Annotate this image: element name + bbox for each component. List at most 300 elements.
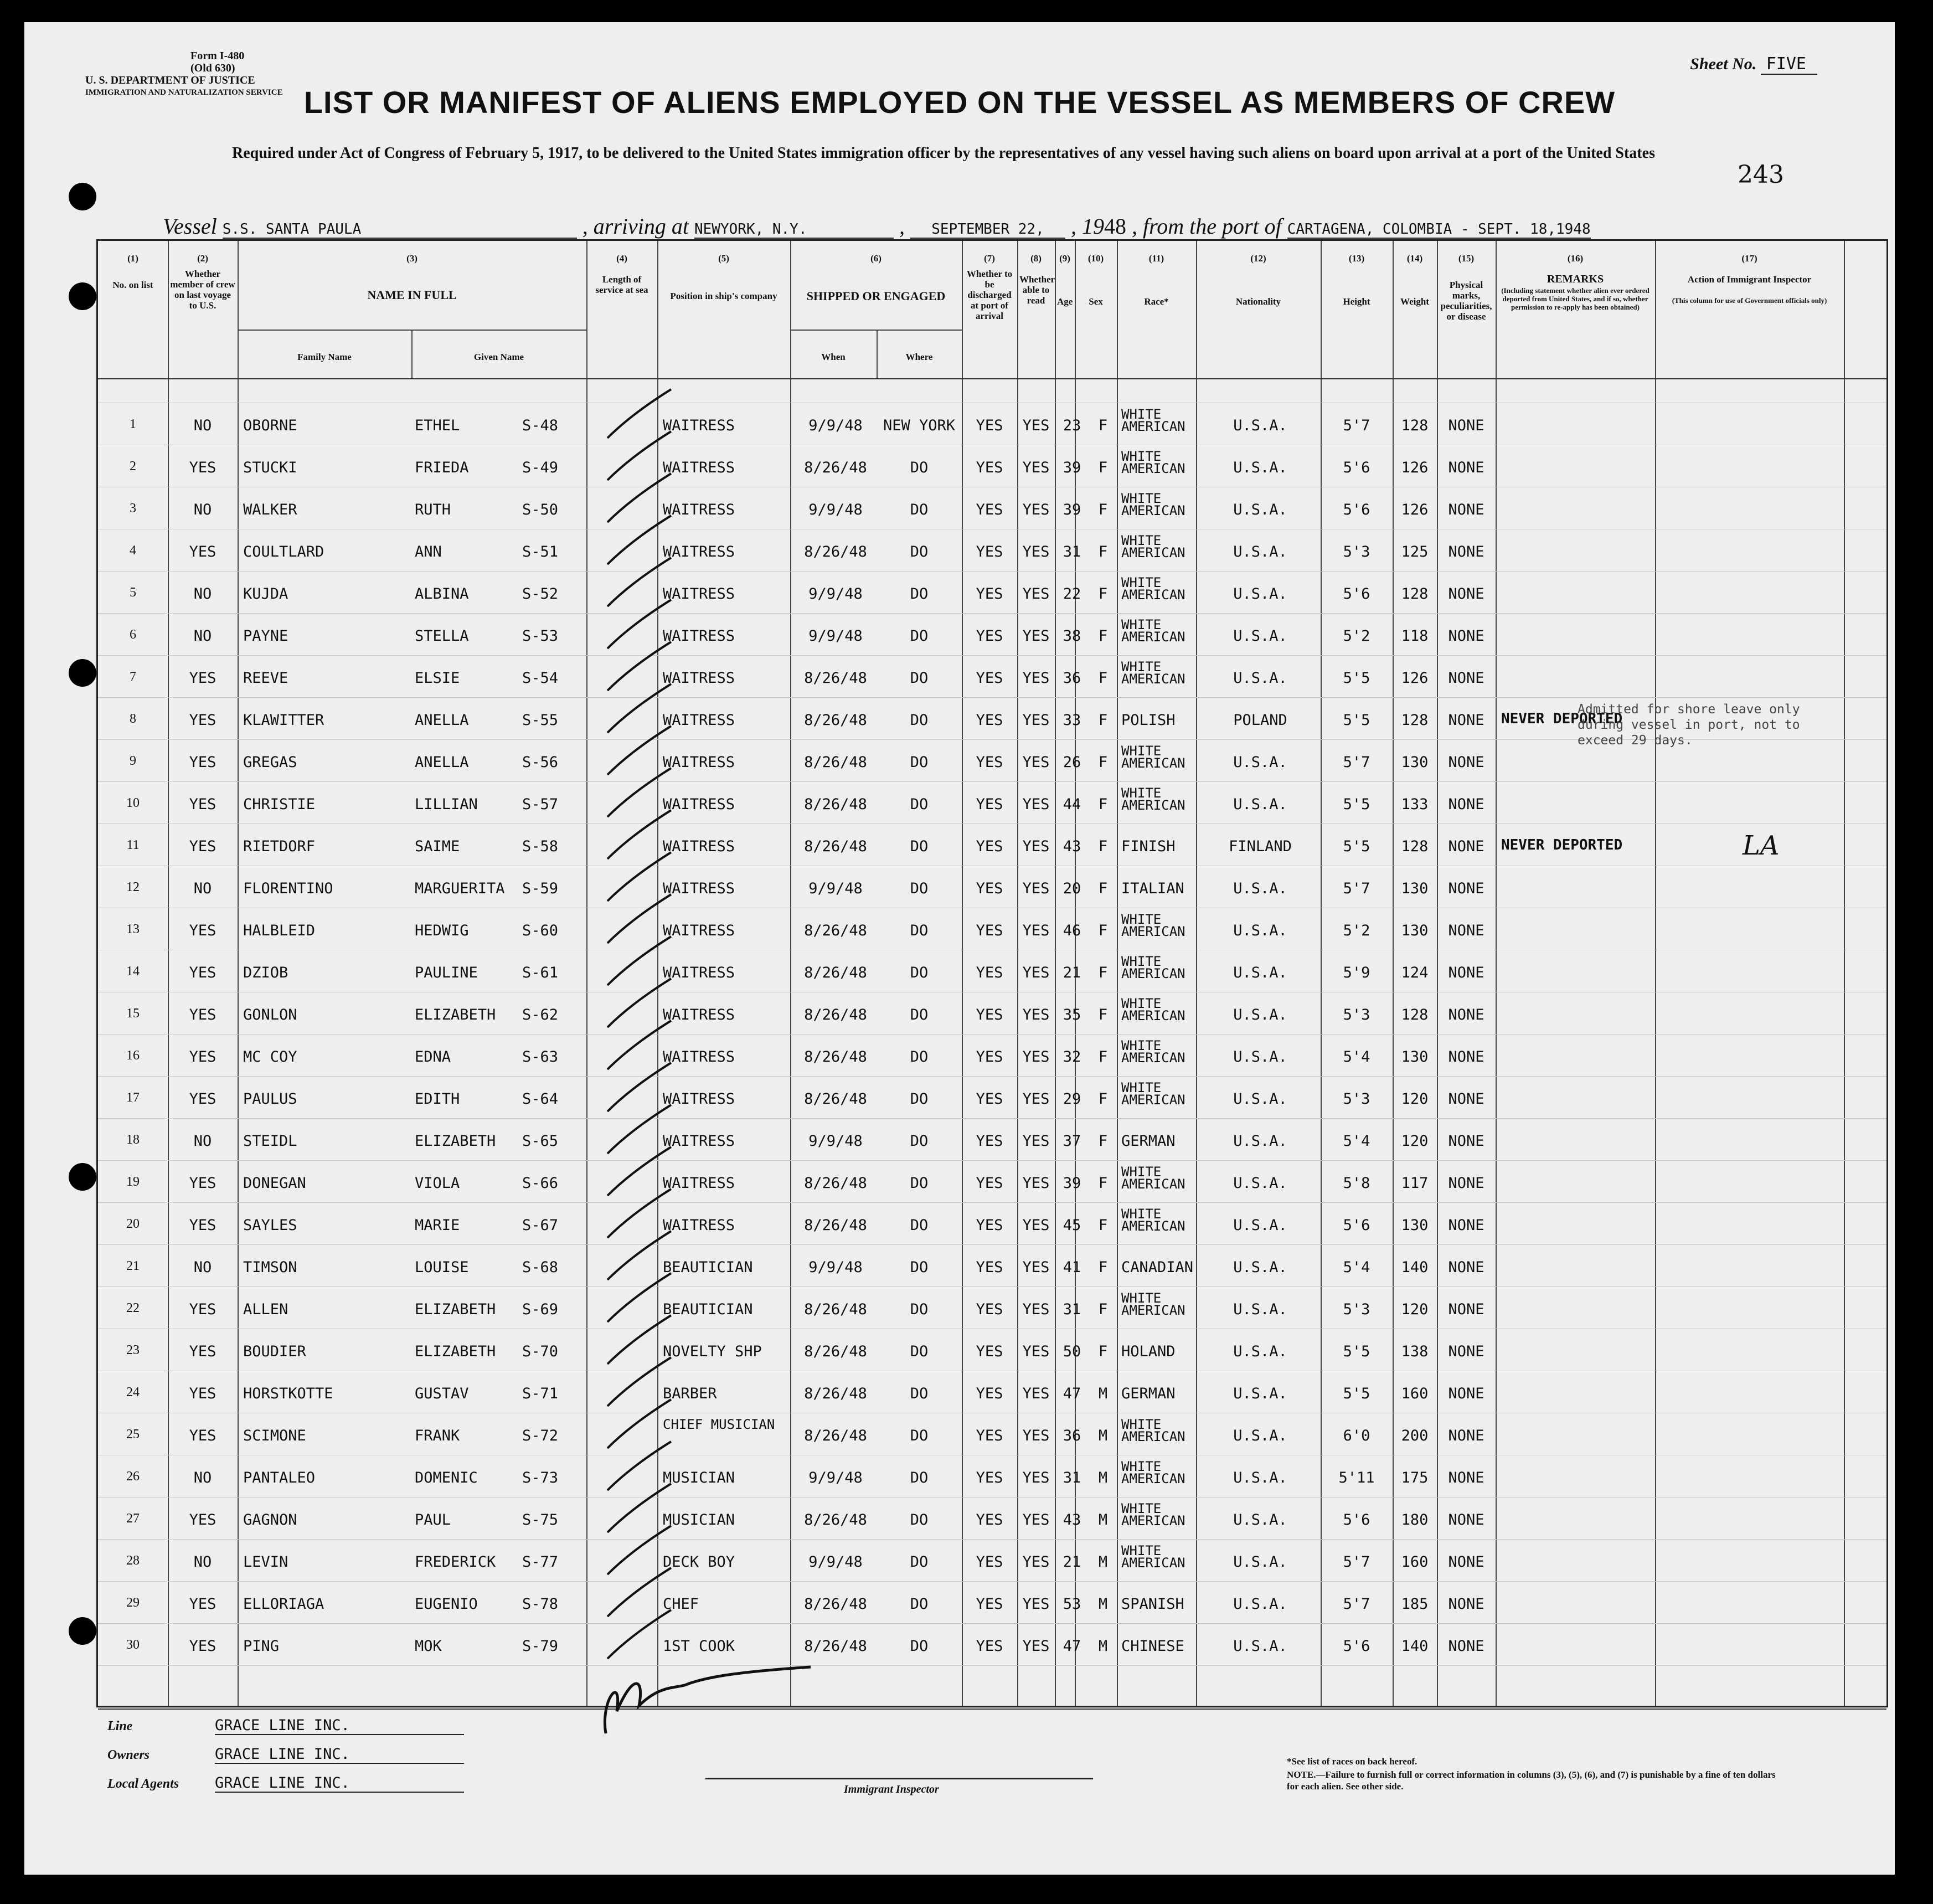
cell-nat: U.S.A. [1233,880,1287,897]
header-no: No. on list [112,280,153,290]
header-action-sub: (This column for use of Government officials only) [1672,296,1827,305]
cell-height: 5'2 [1343,627,1370,645]
cell-weight: 180 [1401,1511,1429,1529]
page-title: LIST OR MANIFEST OF ALIENS EMPLOYED ON THE VESSEL AS MEMBERS OF CREW [303,85,1616,120]
cell-where: DO [910,1217,929,1234]
cell-position: WAITRESS [663,543,735,560]
cell-height: 5'5 [1343,796,1370,813]
cell-read: YES [1022,796,1050,813]
cell-last: YES [189,459,217,476]
cell-sex: F [1098,501,1108,518]
cell-read: YES [1022,1217,1050,1234]
cell-when: 8/26/48 [804,1006,867,1023]
cell-age: 44 [1063,796,1081,813]
cell-height: 5'7 [1343,1553,1370,1571]
department: U. S. DEPARTMENT OF JUSTICE [85,74,255,86]
cell-last: YES [189,1343,217,1360]
cell-where: DO [910,1301,929,1318]
cell-marks: NONE [1448,1133,1484,1150]
cell-height: 5'7 [1343,417,1370,434]
cell-marks: NONE [1448,1175,1484,1192]
header-race: Race* [1144,296,1169,307]
cell-family: SAYLES [243,1217,297,1234]
cell-disch: YES [976,1090,1003,1108]
cell-weight: 128 [1401,417,1429,434]
cell-last: NO [193,501,212,518]
cell-weight: 126 [1401,501,1429,518]
cell-height: 5'3 [1343,543,1370,560]
cell-read: YES [1022,417,1050,434]
cell-position: WAITRESS [663,417,735,434]
cell-height: 5'9 [1343,964,1370,981]
column-number: (13) [1348,253,1365,264]
cell-sex: M [1098,1596,1108,1613]
cell-disch: YES [976,1217,1003,1234]
agents-value: GRACE LINE INC. [215,1774,464,1793]
cell-disch: YES [976,1343,1003,1360]
cell-family: SCIMONE [243,1427,306,1444]
cell-race: WHITE AMERICAN [1121,449,1185,476]
cell-position: WAITRESS [663,712,735,729]
cell-last: YES [189,1596,217,1613]
cell-disch: YES [976,1427,1003,1444]
cell-weight: 140 [1401,1259,1429,1276]
cell-disch: YES [976,1511,1003,1529]
cell-no: 22 [126,1301,140,1315]
cell-marks: NONE [1448,1090,1484,1108]
cell-family: ALLEN [243,1301,288,1318]
cell-code: S-48 [522,417,559,434]
cell-weight: 130 [1401,1217,1429,1234]
cell-read: YES [1022,1133,1050,1150]
cell-given: MARGUERITA [415,880,505,897]
cell-no: 17 [126,1090,140,1105]
cell-no: 26 [126,1469,140,1484]
cell-marks: NONE [1448,838,1484,855]
header-given-name: Given Name [473,352,524,362]
header-where: Where [905,352,933,362]
inspector-initials: LA [1743,830,1780,861]
cell-no: 1 [130,417,136,431]
header-physical-marks: Physical marks, peculiarities, or disease [1440,280,1492,322]
cell-sex: F [1098,1048,1108,1066]
vessel-line: Vessel S.S. SANTA PAULA , arriving at NEWYORK, N.Y. , SEPTEMBER 22, , 1948 , from the port of CARTAGENA, COLOMBIA - SEPT. 18,1948 [163,213,1591,240]
cell-when: 8/26/48 [804,712,867,729]
cell-family: KUJDA [243,585,288,603]
cell-when: 8/26/48 [804,922,867,939]
form-number: Form I-480 [190,50,245,62]
cell-no: 4 [130,543,136,558]
cell-when: 8/26/48 [804,543,867,560]
cell-age: 41 [1063,1259,1081,1276]
cell-race: GERMAN [1121,1133,1176,1150]
cell-family: HORSTKOTTE [243,1385,333,1402]
cell-last: YES [189,796,217,813]
cell-marks: NONE [1448,1596,1484,1613]
cell-no: 9 [130,754,136,768]
cell-given: VIOLA [415,1175,460,1192]
cell-weight: 200 [1401,1427,1429,1444]
cell-where: DO [910,459,929,476]
cell-disch: YES [976,796,1003,813]
arrival-port: NEWYORK, N.Y. [694,221,894,239]
cell-code: S-53 [522,627,559,645]
cell-age: 31 [1063,1301,1081,1318]
cell-family: GONLON [243,1006,297,1023]
cell-race: WHITE AMERICAN [1121,785,1185,813]
cell-when: 8/26/48 [804,796,867,813]
cell-height: 5'11 [1338,1469,1375,1486]
cell-sex: F [1098,796,1108,813]
cell-position: 1ST COOK [663,1638,735,1655]
cell-read: YES [1022,1596,1050,1613]
cell-no: 7 [130,670,136,684]
cell-code: S-56 [522,754,559,771]
cell-when: 8/26/48 [804,838,867,855]
cell-sex: F [1098,922,1108,939]
cell-family: BOUDIER [243,1343,306,1360]
cell-weight: 126 [1401,459,1429,476]
cell-marks: NONE [1448,964,1484,981]
cell-position: DECK BOY [663,1553,735,1571]
cell-marks: NONE [1448,712,1484,729]
cell-weight: 185 [1401,1596,1429,1613]
cell-nat: POLAND [1233,712,1287,729]
cell-disch: YES [976,501,1003,518]
column-number: (7) [984,253,995,264]
cell-position: CHIEF MUSICIAN [663,1417,775,1432]
line-value: GRACE LINE INC. [215,1717,464,1735]
cell-given: ANELLA [415,712,469,729]
header-when: When [821,352,846,362]
cell-where: DO [910,1175,929,1192]
cell-marks: NONE [1448,1427,1484,1444]
cell-code: S-69 [522,1301,559,1318]
cell-age: 36 [1063,1427,1081,1444]
cell-code: S-60 [522,922,559,939]
header-remarks: REMARKS [1547,273,1604,285]
cell-nat: U.S.A. [1233,501,1287,518]
cell-position: WAITRESS [663,880,735,897]
cell-nat: U.S.A. [1233,1343,1287,1360]
cell-code: S-78 [522,1596,559,1613]
column-number: (14) [1406,253,1423,264]
cell-read: YES [1022,1553,1050,1571]
cell-nat: U.S.A. [1233,1006,1287,1023]
header-height: Height [1343,296,1370,307]
cell-height: 5'3 [1343,1301,1370,1318]
cell-race: SPANISH [1121,1596,1184,1613]
cell-family: PING [243,1638,280,1655]
inspector-signature [605,1667,811,1733]
cell-no: 14 [126,964,140,979]
cell-weight: 128 [1401,712,1429,729]
inspector-label: Immigrant Inspector [844,1783,939,1795]
cell-disch: YES [976,1553,1003,1571]
cell-last: YES [189,670,217,687]
cell-where: DO [910,585,929,603]
cell-code: S-49 [522,459,559,476]
cell-marks: NONE [1448,417,1484,434]
cell-weight: 130 [1401,922,1429,939]
cell-family: STEIDL [243,1133,297,1150]
cell-given: FRANK [415,1427,460,1444]
cell-code: S-67 [522,1217,559,1234]
cell-race: WHITE AMERICAN [1121,1417,1185,1444]
cell-last: YES [189,1048,217,1066]
cell-family: PAYNE [243,627,288,645]
cell-marks: NONE [1448,670,1484,687]
cell-height: 5'3 [1343,1090,1370,1108]
cell-marks: NONE [1448,1048,1484,1066]
arrival-year: 48 [1104,213,1126,240]
header-family-name: Family Name [297,352,352,362]
cell-sex: F [1098,417,1108,434]
cell-where: DO [910,1553,929,1571]
cell-when: 8/26/48 [804,1048,867,1066]
cell-weight: 117 [1401,1175,1429,1192]
cell-age: 47 [1063,1385,1081,1402]
cell-where: DO [910,1638,929,1655]
cell-height: 5'5 [1343,670,1370,687]
cell-sex: F [1098,880,1108,897]
cell-read: YES [1022,1638,1050,1655]
sheet-value: FIVE [1761,54,1817,75]
cell-when: 8/26/48 [804,1385,867,1402]
cell-family: ELLORIAGA [243,1596,324,1613]
cell-code: S-50 [522,501,559,518]
cell-race: WHITE AMERICAN [1121,491,1185,518]
cell-race: WHITE AMERICAN [1121,659,1185,687]
cell-given: SAIME [415,838,460,855]
cell-race: WHITE AMERICAN [1121,1459,1185,1486]
cell-sex: F [1098,964,1108,981]
cell-where: DO [910,1343,929,1360]
cell-where: DO [910,1427,929,1444]
cell-given: ALBINA [415,585,469,603]
cell-sex: F [1098,670,1108,687]
cell-read: YES [1022,543,1050,560]
cell-disch: YES [976,964,1003,981]
cell-age: 31 [1063,543,1081,560]
cell-race: WHITE AMERICAN [1121,617,1185,645]
cell-last: NO [193,627,212,645]
cell-last: YES [189,1385,217,1402]
cell-position: WAITRESS [663,627,735,645]
cell-marks: NONE [1448,1553,1484,1571]
cell-disch: YES [976,627,1003,645]
cell-read: YES [1022,1427,1050,1444]
cell-when: 8/26/48 [804,459,867,476]
sheet-label: Sheet No. [1690,55,1757,73]
cell-disch: YES [976,670,1003,687]
cell-height: 6'0 [1343,1427,1370,1444]
header-read: Whether able to read [1019,274,1055,306]
header-name: NAME IN FULL [367,288,457,302]
cell-nat: U.S.A. [1233,585,1287,603]
cell-disch: YES [976,1385,1003,1402]
cell-read: YES [1022,501,1050,518]
cell-given: ANN [415,543,442,560]
cell-no: 20 [126,1217,140,1231]
cell-height: 5'5 [1343,1385,1370,1402]
cell-code: S-54 [522,670,559,687]
cell-race: WHITE AMERICAN [1121,575,1185,603]
cell-code: S-57 [522,796,559,813]
cell-read: YES [1022,880,1050,897]
cell-weight: 128 [1401,1006,1429,1023]
races-note: *See list of races on back hereof. [1287,1756,1417,1767]
column-number: (2) [197,253,208,264]
cell-read: YES [1022,1048,1050,1066]
cell-when: 8/26/48 [804,1090,867,1108]
cell-last: YES [189,1511,217,1529]
cell-disch: YES [976,1638,1003,1655]
cell-position: BARBER [663,1385,717,1402]
header-action: Action of Immigrant Inspector [1687,274,1812,285]
column-number: (10) [1087,253,1104,264]
cell-height: 5'6 [1343,1511,1370,1529]
header-weight: Weight [1400,296,1429,307]
cell-given: GUSTAV [415,1385,469,1402]
cell-where: DO [910,922,929,939]
cell-where: DO [910,1385,929,1402]
cell-family: OBORNE [243,417,297,434]
cell-given: EDITH [415,1090,460,1108]
cell-position: WAITRESS [663,501,735,518]
column-number: (15) [1458,253,1475,264]
cell-height: 5'7 [1343,880,1370,897]
cell-family: RIETDORF [243,838,316,855]
cell-marks: NONE [1448,1343,1484,1360]
cell-when: 8/26/48 [804,1175,867,1192]
cell-family: REEVE [243,670,288,687]
cell-age: 39 [1063,459,1081,476]
cell-given: ELIZABETH [415,1343,496,1360]
cell-read: YES [1022,1301,1050,1318]
from-label: , from the port of [1132,214,1282,239]
cell-position: MUSICIAN [663,1469,735,1486]
cell-age: 21 [1063,964,1081,981]
cell-last: NO [193,1133,212,1150]
cell-given: ELSIE [415,670,460,687]
cell-sex: M [1098,1511,1108,1529]
cell-last: YES [189,922,217,939]
cell-age: 39 [1063,501,1081,518]
cell-race: WHITE AMERICAN [1121,954,1185,981]
cell-race: WHITE AMERICAN [1121,1038,1185,1066]
cell-given: HEDWIG [415,922,469,939]
cell-position: WAITRESS [663,459,735,476]
cell-read: YES [1022,1343,1050,1360]
cell-age: 26 [1063,754,1081,771]
cell-height: 5'6 [1343,459,1370,476]
cell-race: WHITE AMERICAN [1121,996,1185,1023]
cell-nat: U.S.A. [1233,1596,1287,1613]
cell-marks: NONE [1448,922,1484,939]
cell-given: EDNA [415,1048,451,1066]
cell-where: DO [910,754,929,771]
cell-disch: YES [976,543,1003,560]
cell-no: 5 [130,585,136,600]
cell-where: DO [910,1511,929,1529]
cell-weight: 125 [1401,543,1429,560]
cell-when: 8/26/48 [804,1427,867,1444]
cell-sex: F [1098,1259,1108,1276]
cell-code: S-70 [522,1343,559,1360]
cell-disch: YES [976,459,1003,476]
cell-position: WAITRESS [663,964,735,981]
cell-age: 50 [1063,1343,1081,1360]
cell-marks: NONE [1448,880,1484,897]
cell-marks: NONE [1448,1259,1484,1276]
cell-last: YES [189,1638,217,1655]
column-number: (17) [1741,253,1757,264]
cell-given: LOUISE [415,1259,469,1276]
cell-position: CHEF [663,1596,699,1613]
cell-code: S-55 [522,712,559,729]
page-subtitle: Required under Act of Congress of February 5, 1917, to be delivered to the United States immigration officer by the representatives of any vessel having such aliens on board upon arrival at a port of the United States [232,145,1655,162]
cell-weight: 126 [1401,670,1429,687]
cell-family: WALKER [243,501,297,518]
cell-last: YES [189,1006,217,1023]
cell-no: 12 [126,880,140,894]
cell-weight: 128 [1401,838,1429,855]
cell-sex: M [1098,1469,1108,1486]
page-number: 243 [1738,161,1784,189]
cell-nat: U.S.A. [1233,1511,1287,1529]
cell-height: 5'4 [1343,1259,1370,1276]
column-number: (9) [1059,253,1070,264]
cell-weight: 140 [1401,1638,1429,1655]
cell-read: YES [1022,1385,1050,1402]
cell-when: 8/26/48 [804,1511,867,1529]
cell-nat: U.S.A. [1233,964,1287,981]
cell-height: 5'2 [1343,922,1370,939]
cell-family: DZIOB [243,964,288,981]
cell-given: PAUL [415,1511,451,1529]
cell-nat: U.S.A. [1233,459,1287,476]
cell-disch: YES [976,1175,1003,1192]
cell-last: YES [189,838,217,855]
cell-race: WHITE AMERICAN [1121,912,1185,939]
cell-where: DO [910,838,929,855]
cell-no: 25 [126,1427,140,1442]
cell-no: 2 [130,459,136,474]
cell-where: DO [910,1133,929,1150]
cell-nat: U.S.A. [1233,1427,1287,1444]
cell-remark: NEVER DEPORTED [1501,837,1623,853]
vessel-name: S.S. SANTA PAULA [223,221,577,239]
cell-no: 29 [126,1596,140,1610]
owners-label: Owners [107,1748,150,1762]
cell-race: WHITE AMERICAN [1121,1206,1185,1234]
cell-sex: F [1098,543,1108,560]
cell-last: YES [189,712,217,729]
cell-nat: U.S.A. [1233,922,1287,939]
cell-weight: 118 [1401,627,1429,645]
cell-height: 5'7 [1343,754,1370,771]
cell-nat: U.S.A. [1233,1133,1287,1150]
cell-no: 16 [126,1048,140,1063]
cell-given: MOK [415,1638,442,1655]
cell-height: 5'5 [1343,712,1370,729]
cell-read: YES [1022,964,1050,981]
cell-sex: M [1098,1553,1108,1571]
cell-age: 33 [1063,712,1081,729]
cell-given: DOMENIC [415,1469,478,1486]
cell-age: 20 [1063,880,1081,897]
